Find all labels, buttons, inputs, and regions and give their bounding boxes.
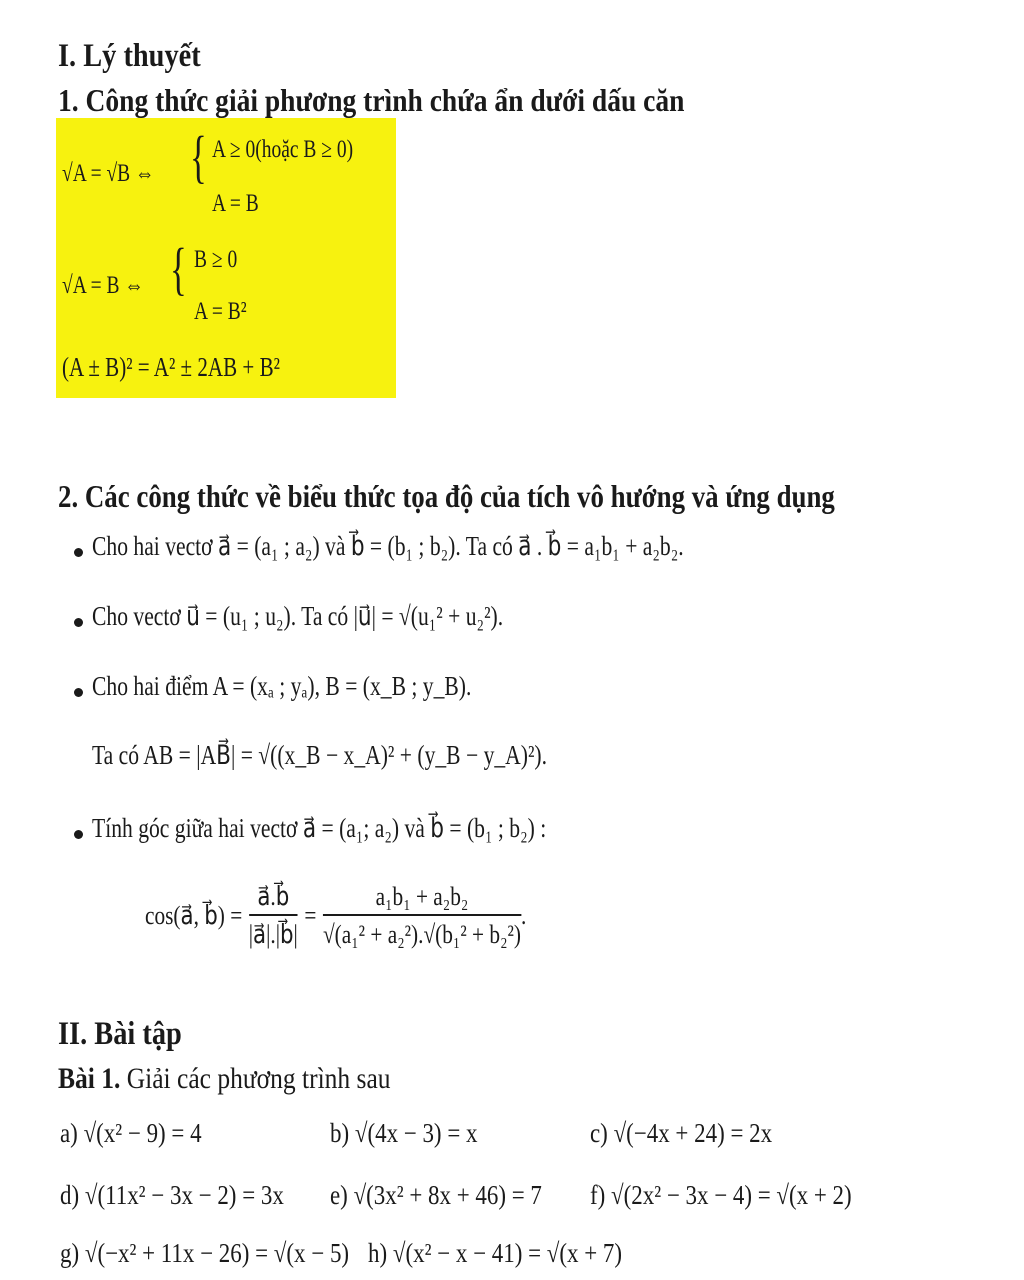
- formula2-left: √A = B ⇔: [62, 272, 144, 299]
- cos-frac1-den: |a⃗|.|b⃗|: [248, 920, 298, 949]
- section1-title: 1. Công thức giải phương trình chứa ẩn dưới dấu căn: [58, 82, 685, 118]
- cos-frac1: [249, 882, 298, 950]
- bai1-text: Giải các phương trình sau: [126, 1062, 391, 1095]
- bai1-label: Bài 1.: [58, 1062, 121, 1095]
- bullet-2: [74, 618, 83, 627]
- bullet3-cont: Ta có AB = |AB⃗| = √((x_B − x_A)² + (y_B − y_A)²).: [92, 740, 548, 770]
- cos-frac2: [323, 882, 521, 950]
- bullet-4: [74, 830, 83, 839]
- bai1-line: [58, 1062, 391, 1096]
- exercise-f: f) √(2x² − 3x − 4) = √(x + 2): [590, 1180, 852, 1210]
- bullet2-text: Cho vectơ u⃗ = (u₁ ; u₂). Ta có |u⃗| = √(u₁² + u₂²).: [92, 601, 504, 631]
- formula1-cond1: A ≥ 0(hoặc B ≥ 0): [212, 136, 354, 163]
- exercise-g: g) √(−x² + 11x − 26) = √(x − 5): [60, 1238, 350, 1268]
- cos-formula: [145, 882, 526, 950]
- bullet-3: [74, 688, 83, 697]
- formula2-cond2: A = B²: [194, 298, 247, 325]
- exercise-d: d) √(11x² − 3x − 2) = 3x: [60, 1180, 284, 1210]
- formula1-brace: {: [190, 124, 207, 189]
- bullet-1: [74, 548, 83, 557]
- heading-exercises: II. Bài tập: [58, 1016, 182, 1052]
- cos-frac1-num: a⃗.b⃗: [249, 882, 298, 916]
- exercise-a: a) √(x² − 9) = 4: [60, 1118, 202, 1148]
- formula3: (A ± B)² = A² ± 2AB + B²: [62, 352, 280, 382]
- exercise-b: b) √(4x − 3) = x: [330, 1118, 478, 1148]
- formula2-cond1: B ≥ 0: [194, 246, 238, 273]
- cos-frac2-num: a₁b₁ + a₂b₂: [323, 882, 521, 916]
- cos-left: cos(a⃗, b⃗) =: [145, 901, 243, 930]
- exercise-c: c) √(−4x + 24) = 2x: [590, 1118, 773, 1148]
- heading-theory: I. Lý thuyết: [58, 38, 201, 74]
- section2-title: 2. Các công thức về biểu thức tọa độ của tích vô hướng và ứng dụng: [58, 478, 835, 514]
- formula1-cond2: A = B: [212, 190, 259, 217]
- formula1-left: √A = √B ⇔: [62, 160, 155, 187]
- cos-frac2-den: √(a₁² + a₂²).√(b₁² + b₂²): [322, 920, 521, 949]
- formula2-brace: {: [170, 236, 187, 301]
- bullet3-text: Cho hai điểm A = (xₐ ; yₐ), B = (x_B ; y_B).: [92, 671, 472, 701]
- exercise-e: e) √(3x² + 8x + 46) = 7: [330, 1180, 542, 1210]
- cos-end: .: [520, 901, 527, 930]
- cos-eq: =: [304, 901, 317, 930]
- exercise-h: h) √(x² − x − 41) = √(x + 7): [368, 1238, 623, 1268]
- bullet1-text: Cho hai vectơ a⃗ = (a₁ ; a₂) và b⃗ = (b₁ ; b₂). Ta có a⃗ . b⃗ = a₁b₁ + a₂b₂.: [92, 531, 684, 561]
- bullet4-text: Tính góc giữa hai vectơ a⃗ = (a₁; a₂) và b⃗ = (b₁ ; b₂) :: [92, 813, 547, 843]
